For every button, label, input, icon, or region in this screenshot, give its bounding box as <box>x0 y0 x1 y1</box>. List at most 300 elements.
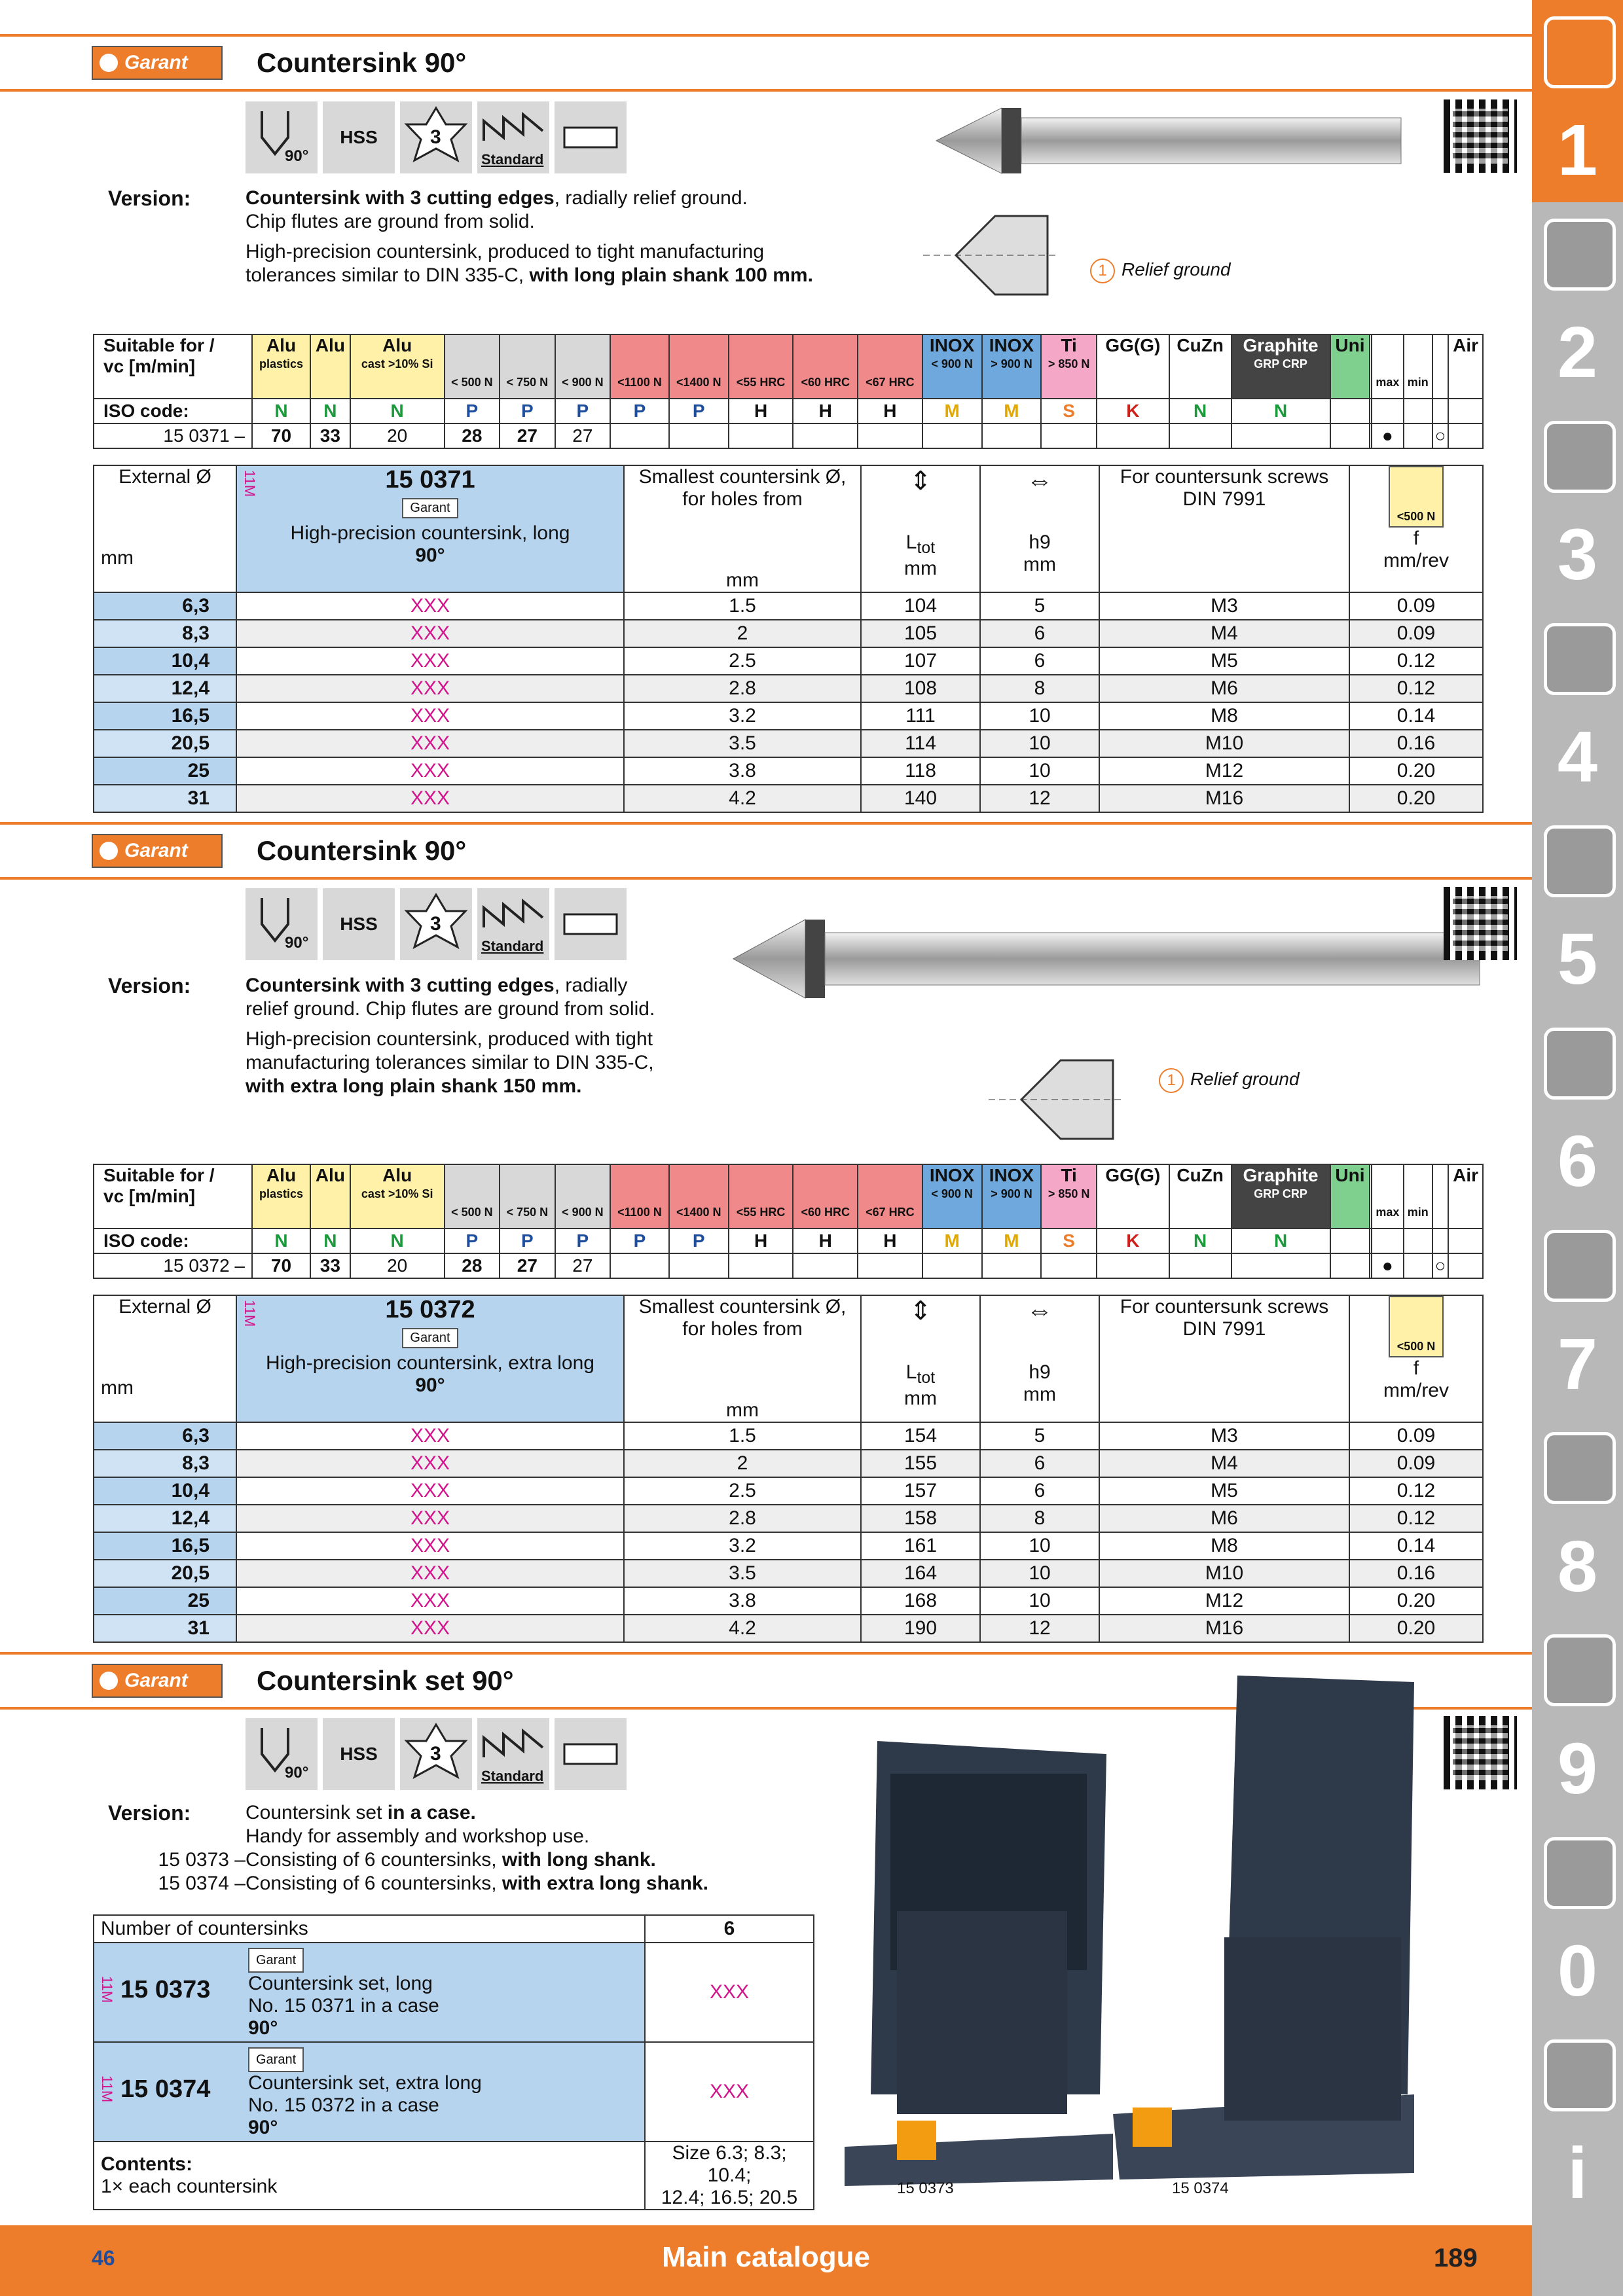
value-cell: 154 <box>861 1422 980 1450</box>
value-cell: M12 <box>1099 757 1349 785</box>
value-cell: 5 <box>980 1422 1099 1450</box>
value-cell: 0.09 <box>1349 1422 1483 1450</box>
header-shank-h9: ⇔ h9 mm <box>980 1295 1099 1422</box>
value-cell: 0.14 <box>1349 702 1483 730</box>
vc-cell: 27 <box>555 1253 611 1278</box>
value-cell: 164 <box>861 1560 980 1587</box>
value-cell: 10 <box>980 757 1099 785</box>
price-cell: XXX <box>236 675 624 702</box>
table-row <box>94 785 1483 812</box>
material-cell: min <box>1404 1164 1432 1229</box>
chapter-tab-8[interactable] <box>1532 1416 1623 1619</box>
vc-cell <box>1169 423 1231 448</box>
material-cell: Uni <box>1330 1164 1370 1229</box>
caption-150373: 15 0373 <box>897 2179 954 2197</box>
header-length-total: ⇕ $L_{tot}$ mm <box>861 1295 980 1422</box>
chapter-icon <box>1544 623 1616 695</box>
chapter-tab-4[interactable] <box>1532 607 1623 809</box>
price-150373: XXX <box>645 1943 814 2042</box>
material-cell: Alu plastics <box>252 334 310 399</box>
material-cell: Alu cast >10% Si <box>350 1164 445 1229</box>
garant-logo: Garant <box>92 1664 223 1698</box>
vc-cell <box>1330 423 1370 448</box>
vc-cell: ○ <box>1432 1253 1448 1278</box>
value-cell: 6 <box>980 1450 1099 1477</box>
external-diameter-cell: 12,4 <box>94 675 236 702</box>
value-cell: M4 <box>1099 1450 1349 1477</box>
iso-cell: H <box>858 1229 922 1253</box>
iso-cell: P <box>669 1229 729 1253</box>
iso-cell: H <box>793 1229 858 1253</box>
vc-cell: ● <box>1372 1253 1404 1278</box>
vc-cell <box>1097 1253 1169 1278</box>
header-screws: For countersunk screws DIN 7991 <box>1099 465 1349 592</box>
section-header-150371 <box>0 34 1532 92</box>
iso-cell: N <box>1169 1229 1231 1253</box>
table-header <box>94 465 1483 592</box>
material-cell: max <box>1372 334 1404 399</box>
header-shank-h9: ⇔ h9 mm <box>980 465 1099 592</box>
vc-cell <box>1448 1253 1483 1278</box>
external-diameter-cell: 8,3 <box>94 620 236 647</box>
chapter-icon <box>1544 1230 1616 1302</box>
table-row <box>94 1560 1483 1587</box>
section-title: Countersink 90° <box>257 835 467 866</box>
angle-icon: 90° <box>246 101 318 173</box>
value-cell: M16 <box>1099 785 1349 812</box>
header-smallest-diameter: Smallest countersink Ø, for holes from mm <box>624 1295 861 1422</box>
value-cell: 0.12 <box>1349 647 1483 675</box>
price-cell: XXX <box>236 757 624 785</box>
iso-cell: M <box>982 1229 1042 1253</box>
table-row <box>94 675 1483 702</box>
chapter-icon <box>1544 2039 1616 2111</box>
qr-code-icon <box>1444 1716 1517 1789</box>
material-cell: GG(G) <box>1097 1164 1169 1229</box>
value-cell: 2.8 <box>624 675 861 702</box>
chapter-tab-i[interactable] <box>1532 2023 1623 2225</box>
external-diameter-cell: 6,3 <box>94 1422 236 1450</box>
vc-cell: 28 <box>445 1253 500 1278</box>
vc-cell: 70 <box>252 1253 310 1278</box>
material-cell: <67 HRC <box>858 1164 922 1229</box>
chapter-number: 1 <box>1557 110 1598 190</box>
vc-cell <box>1041 423 1097 448</box>
header-smallest-diameter: Smallest countersink Ø, for holes from mm <box>624 465 861 592</box>
vc-cell <box>1231 1253 1330 1278</box>
chapter-sidebar <box>1532 0 1623 2296</box>
material-cell: <55 HRC <box>729 1164 793 1229</box>
external-diameter-cell: 25 <box>94 757 236 785</box>
chapter-icon <box>1544 421 1616 493</box>
version-label: Version: <box>108 1801 191 1825</box>
price-cell: XXX <box>236 592 624 620</box>
vc-cell <box>1330 1253 1370 1278</box>
chapter-tab-6[interactable] <box>1532 1011 1623 1213</box>
material-cell <box>1432 1164 1448 1229</box>
countersink-extra-long-image <box>727 910 1486 1008</box>
vc-cell <box>1097 423 1169 448</box>
vc-row: 15 0372 – 70 33 20 28 27 27 ● ○ <box>94 1253 1483 1278</box>
vc-cell: 27 <box>555 423 611 448</box>
product-table-150371 <box>93 465 1484 813</box>
qr-code-icon <box>1444 887 1517 960</box>
vc-cell: ○ <box>1432 423 1448 448</box>
value-cell: 0.09 <box>1349 620 1483 647</box>
value-cell: M10 <box>1099 730 1349 757</box>
shank-icon <box>555 1718 627 1790</box>
iso-cell <box>1432 1229 1448 1253</box>
value-cell: 0.16 <box>1349 730 1483 757</box>
value-cell: M8 <box>1099 1532 1349 1560</box>
cutting-edges-icon: 3 <box>400 888 472 960</box>
value-cell: 6 <box>980 1477 1099 1505</box>
value-cell: 0.16 <box>1349 1560 1483 1587</box>
external-diameter-cell: 6,3 <box>94 592 236 620</box>
header-article: 11M 15 0372 Garant High-precision countersink, extra long 90° <box>236 1295 624 1422</box>
vc-cell <box>669 1253 729 1278</box>
shank-icon <box>555 888 627 960</box>
vc-cell <box>922 423 982 448</box>
material-cell: INOX < 900 N <box>922 1164 982 1229</box>
price-cell: XXX <box>236 1587 624 1615</box>
table-row <box>94 592 1483 620</box>
vc-row: 15 0371 – 70 33 20 28 27 27 ● ○ <box>94 423 1483 448</box>
material-cell: <60 HRC <box>793 334 858 399</box>
iso-cell <box>1448 1229 1483 1253</box>
price-cell: XXX <box>236 1560 624 1587</box>
external-diameter-cell: 8,3 <box>94 1450 236 1477</box>
vc-cell <box>729 423 793 448</box>
material-row <box>94 334 1483 399</box>
table-row <box>94 1505 1483 1532</box>
header-external-diameter: External Ø mm <box>94 465 236 592</box>
value-cell: 2.5 <box>624 1477 861 1505</box>
table-row <box>94 1532 1483 1560</box>
material-cell: < 750 N <box>500 1164 555 1229</box>
value-cell: M8 <box>1099 702 1349 730</box>
iso-cell <box>1404 399 1432 423</box>
value-cell: 3.5 <box>624 730 861 757</box>
vc-cell: 70 <box>252 423 310 448</box>
price-cell: XXX <box>236 785 624 812</box>
material-cell: INOX > 900 N <box>982 1164 1042 1229</box>
chapter-icon <box>1544 16 1616 88</box>
iso-cell <box>1330 1229 1370 1253</box>
iso-cell: N <box>1169 399 1231 423</box>
section-title: Countersink set 90° <box>257 1665 514 1696</box>
value-cell: 8 <box>980 1505 1099 1532</box>
value-cell: 1.5 <box>624 592 861 620</box>
iso-cell: N <box>252 399 310 423</box>
vc-cell <box>858 1253 922 1278</box>
material-cell: GG(G) <box>1097 334 1169 399</box>
chapter-number: 7 <box>1557 1323 1598 1405</box>
value-cell: 105 <box>861 620 980 647</box>
value-cell: 10 <box>980 702 1099 730</box>
iso-cell: N <box>1231 399 1330 423</box>
value-cell: 2.5 <box>624 647 861 675</box>
chapter-number: 0 <box>1557 1930 1598 2011</box>
value-cell: 0.12 <box>1349 675 1483 702</box>
relief-ground-label: 1 Relief ground <box>1090 259 1231 283</box>
version-label: Version: <box>108 187 191 210</box>
material-cell: Uni <box>1330 334 1370 399</box>
chapter-number: 9 <box>1557 1728 1598 1809</box>
product-table-150372 <box>93 1295 1484 1643</box>
header-external-diameter: External Ø mm <box>94 1295 236 1422</box>
value-cell: 8 <box>980 675 1099 702</box>
vc-cell: 33 <box>310 1253 350 1278</box>
material-cell: min <box>1404 334 1432 399</box>
value-cell: 168 <box>861 1587 980 1615</box>
value-cell: 157 <box>861 1477 980 1505</box>
table-row <box>94 1450 1483 1477</box>
countersink-long-image <box>930 98 1493 183</box>
table-row <box>94 730 1483 757</box>
iso-cell: P <box>555 1229 611 1253</box>
set-version-text: Countersink set in a case. Handy for assembly and workshop use. 15 0373 –Consisting of 6 countersinks, with long shank. 15 0374 –Consisting of 6 countersinks, with extra long shank. <box>158 1802 708 1894</box>
chapter-icon <box>1544 1634 1616 1706</box>
external-diameter-cell: 31 <box>94 1615 236 1642</box>
table-body <box>94 1422 1483 1642</box>
iso-cell: N <box>252 1229 310 1253</box>
iso-cell: P <box>610 399 669 423</box>
table-row <box>94 702 1483 730</box>
chapter-tab-2[interactable] <box>1532 202 1623 404</box>
material-cell: INOX > 900 N <box>982 334 1042 399</box>
value-cell: 4.2 <box>624 785 861 812</box>
value-cell: M3 <box>1099 592 1349 620</box>
vc-cell <box>729 1253 793 1278</box>
value-cell: M3 <box>1099 1422 1349 1450</box>
relief-ground-label: 1 Relief ground <box>1159 1068 1300 1093</box>
material-cell: <55 HRC <box>729 334 793 399</box>
garant-logo: Garant <box>92 46 223 80</box>
value-cell: 107 <box>861 647 980 675</box>
value-cell: M12 <box>1099 1587 1349 1615</box>
chapter-number: 6 <box>1557 1121 1598 1202</box>
external-diameter-cell: 10,4 <box>94 647 236 675</box>
value-cell: 6 <box>980 620 1099 647</box>
iso-cell: P <box>500 1229 555 1253</box>
material-cell: < 900 N <box>555 334 611 399</box>
material-cell: Alu cast >10% Si <box>350 334 445 399</box>
value-cell: 108 <box>861 675 980 702</box>
material-cell: INOX < 900 N <box>922 334 982 399</box>
chapter-icon <box>1544 1837 1616 1909</box>
price-cell: XXX <box>236 1422 624 1450</box>
qr-code-icon <box>1444 99 1517 173</box>
vc-cell: 28 <box>445 423 500 448</box>
vc-cell: 20 <box>350 423 445 448</box>
suitable-label: Suitable for / vc [m/min] <box>94 1164 252 1229</box>
material-cell: max <box>1372 1164 1404 1229</box>
price-cell: XXX <box>236 1532 624 1560</box>
standard-icon: Standard <box>477 888 549 960</box>
material-cell: <1400 N <box>669 1164 729 1229</box>
cutting-edges-icon: 3 <box>400 101 472 173</box>
material-cell: < 500 N <box>445 334 500 399</box>
material-cell: Air <box>1448 1164 1483 1229</box>
material-cell: < 500 N <box>445 1164 500 1229</box>
vc-cell <box>1169 1253 1231 1278</box>
price-cell: XXX <box>236 730 624 757</box>
value-cell: 155 <box>861 1450 980 1477</box>
iso-cell: S <box>1041 399 1097 423</box>
set-table <box>93 1914 814 2210</box>
price-cell: XXX <box>236 1477 624 1505</box>
value-cell: 111 <box>861 702 980 730</box>
material-cell: <60 HRC <box>793 1164 858 1229</box>
shank-icon <box>555 101 627 173</box>
chapter-number: 3 <box>1557 514 1598 596</box>
value-cell: 2 <box>624 1450 861 1477</box>
vc-cell <box>1041 1253 1097 1278</box>
hss-icon: HSS <box>323 1718 395 1790</box>
value-cell: 0.12 <box>1349 1505 1483 1532</box>
vc-cell <box>858 423 922 448</box>
vc-cell: 27 <box>500 1253 555 1278</box>
iso-cell: N <box>350 399 445 423</box>
external-diameter-cell: 16,5 <box>94 702 236 730</box>
material-cell: CuZn <box>1169 334 1231 399</box>
iso-cell: S <box>1041 1229 1097 1253</box>
section-header-150372 <box>0 822 1532 880</box>
iso-cell: M <box>982 399 1042 423</box>
iso-cell: P <box>610 1229 669 1253</box>
material-row <box>94 1164 1483 1229</box>
iso-cell: N <box>350 1229 445 1253</box>
value-cell: M6 <box>1099 1505 1349 1532</box>
iso-row: ISO code: N N N P P P P P H H H M M S K N N <box>94 399 1483 423</box>
external-diameter-cell: 12,4 <box>94 1505 236 1532</box>
value-cell: 12 <box>980 1615 1099 1642</box>
material-cell: <1100 N <box>610 334 669 399</box>
external-diameter-cell: 31 <box>94 785 236 812</box>
chapter-number: 5 <box>1557 919 1598 1000</box>
vc-cell <box>982 423 1042 448</box>
material-cell: <1100 N <box>610 1164 669 1229</box>
material-cell: <1400 N <box>669 334 729 399</box>
iso-cell: N <box>310 1229 350 1253</box>
header-screws: For countersunk screws DIN 7991 <box>1099 1295 1349 1422</box>
value-cell: 10 <box>980 1587 1099 1615</box>
vc-cell <box>1404 423 1432 448</box>
header-length-total: ⇕ $L_{tot}$ mm <box>861 465 980 592</box>
iso-cell: K <box>1097 399 1169 423</box>
table-row <box>94 757 1483 785</box>
chapter-icon <box>1544 219 1616 291</box>
value-cell: M6 <box>1099 675 1349 702</box>
vc-cell: ● <box>1372 423 1404 448</box>
table-row <box>94 1587 1483 1615</box>
material-cell: CuZn <box>1169 1164 1231 1229</box>
page-number-left: 46 <box>92 2246 115 2270</box>
chapter-tab-5[interactable] <box>1532 809 1623 1011</box>
value-cell: 0.20 <box>1349 757 1483 785</box>
iso-cell: H <box>729 399 793 423</box>
value-cell: 161 <box>861 1532 980 1560</box>
table-body <box>94 592 1483 812</box>
value-cell: M16 <box>1099 1615 1349 1642</box>
value-cell: 10 <box>980 730 1099 757</box>
set-row-150374: 11M 15 0374 Garant Countersink set, extra long No. 15 0372 in a case 90° XXX <box>94 2042 814 2142</box>
material-cell: <67 HRC <box>858 334 922 399</box>
value-cell: 0.20 <box>1349 785 1483 812</box>
value-cell: 10 <box>980 1560 1099 1587</box>
material-cell: Air <box>1448 334 1483 399</box>
set-case-long-image <box>838 1728 1120 2186</box>
chapter-tab-0[interactable] <box>1532 1821 1623 2023</box>
vc-cell <box>1231 423 1330 448</box>
section-title: Countersink 90° <box>257 47 467 78</box>
iso-cell: N <box>1231 1229 1330 1253</box>
vc-cell <box>1404 1253 1432 1278</box>
value-cell: 3.2 <box>624 702 861 730</box>
value-cell: 0.12 <box>1349 1477 1483 1505</box>
chapter-tab-1[interactable] <box>1532 0 1623 202</box>
material-cell: Graphite GRP CRP <box>1231 1164 1330 1229</box>
standard-icon: Standard <box>477 1718 549 1790</box>
iso-cell <box>1330 399 1370 423</box>
material-cell: Alu <box>310 1164 350 1229</box>
iso-cell <box>1448 399 1483 423</box>
contents-row: Contents: 1× each countersink Size 6.3; 8.3; 10.4; 12.4; 16.5; 20.5 <box>94 2142 814 2210</box>
page-number-right: 189 <box>1434 2244 1478 2272</box>
material-cell: Graphite GRP CRP <box>1231 334 1330 399</box>
cutting-edges-icon: 3 <box>400 1718 472 1790</box>
caption-150374: 15 0374 <box>1172 2179 1229 2197</box>
material-cell: < 900 N <box>555 1164 611 1229</box>
price-cell: XXX <box>236 647 624 675</box>
iso-cell: M <box>922 1229 982 1253</box>
chapter-tab-3[interactable] <box>1532 404 1623 607</box>
value-cell: 0.14 <box>1349 1532 1483 1560</box>
material-cell: < 750 N <box>500 334 555 399</box>
iso-cell: M <box>922 399 982 423</box>
value-cell: 158 <box>861 1505 980 1532</box>
table-header <box>94 1295 1483 1422</box>
angle-icon: 90° <box>246 1718 318 1790</box>
iso-cell: K <box>1097 1229 1169 1253</box>
table-row <box>94 1422 1483 1450</box>
value-cell: 3.8 <box>624 1587 861 1615</box>
value-cell: 3.8 <box>624 757 861 785</box>
price-cell: XXX <box>236 1615 624 1642</box>
material-cell: Alu <box>310 334 350 399</box>
table-row <box>94 1477 1483 1505</box>
vc-cell <box>610 1253 669 1278</box>
chapter-tab-7[interactable] <box>1532 1214 1623 1416</box>
external-diameter-cell: 16,5 <box>94 1532 236 1560</box>
price-cell: XXX <box>236 1450 624 1477</box>
value-cell: 104 <box>861 592 980 620</box>
iso-cell <box>1404 1229 1432 1253</box>
value-cell: 3.5 <box>624 1560 861 1587</box>
suitability-table-150372 <box>93 1164 1484 1279</box>
iso-cell: N <box>310 399 350 423</box>
header-quantity: 6 <box>645 1915 814 1943</box>
chapter-tab-9[interactable] <box>1532 1619 1623 1821</box>
value-cell: 140 <box>861 785 980 812</box>
value-cell: 1.5 <box>624 1422 861 1450</box>
hss-icon: HSS <box>323 888 395 960</box>
header-number-countersinks: Number of countersinks <box>94 1915 645 1943</box>
iso-row: ISO code: N N N P P P P P H H H M M S K N N <box>94 1229 1483 1253</box>
material-cell: Alu plastics <box>252 1164 310 1229</box>
vc-cell: 33 <box>310 423 350 448</box>
